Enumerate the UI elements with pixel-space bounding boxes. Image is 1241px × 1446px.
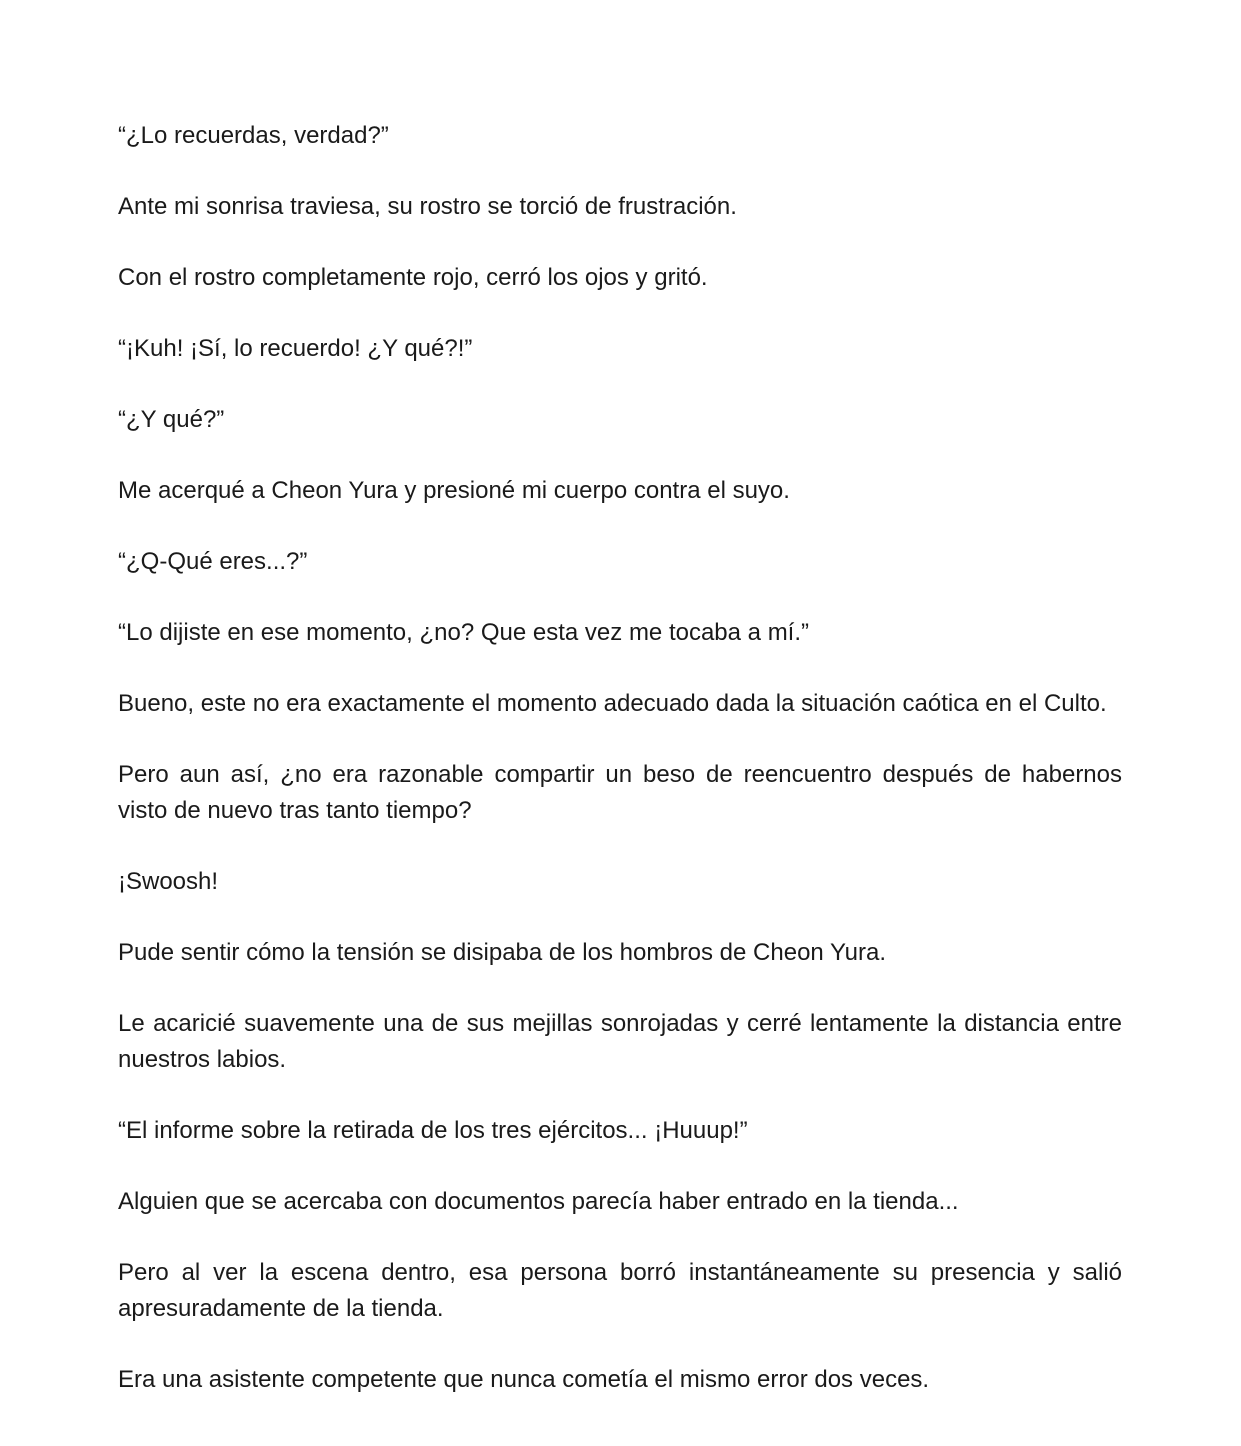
document-body bbox=[118, 118, 1122, 1398]
paragraph-1: “¿Lo recuerdas, verdad?” bbox=[118, 122, 389, 149]
paragraph-16: Pero al ver la escena dentro, esa persona borró instantáneamente su presencia y salió apresuradamente de la tienda. bbox=[118, 1259, 1122, 1322]
paragraph-12: Pude sentir cómo la tensión se disipaba de los hombros de Cheon Yura. bbox=[118, 939, 887, 966]
paragraph-9: Bueno, este no era exactamente el momento adecuado dada la situación caótica en el Culto. bbox=[118, 690, 1107, 717]
paragraph-17: Era una asistente competente que nunca cometía el mismo error dos veces. bbox=[118, 1366, 930, 1393]
paragraph-8: “Lo dijiste en ese momento, ¿no? Que esta vez me tocaba a mí.” bbox=[118, 619, 810, 646]
paragraph-14: “El informe sobre la retirada de los tres ejércitos... ¡Huuup!” bbox=[118, 1117, 748, 1144]
paragraph-15: Alguien que se acercaba con documentos parecía haber entrado en la tienda... bbox=[118, 1188, 959, 1215]
paragraph-7: “¿Q-Qué eres...?” bbox=[118, 548, 308, 575]
paragraph-3: Con el rostro completamente rojo, cerró los ojos y gritó. bbox=[118, 264, 708, 291]
paragraph-13: Le acaricié suavemente una de sus mejillas sonrojadas y cerré lentamente la distancia entre nuestros labios. bbox=[118, 1010, 1122, 1073]
paragraph-5: “¿Y qué?” bbox=[118, 406, 225, 433]
paragraph-10: Pero aun así, ¿no era razonable compartir un beso de reencuentro después de habernos visto de nuevo tras tanto tiempo? bbox=[118, 761, 1122, 824]
paragraph-2: Ante mi sonrisa traviesa, su rostro se torció de frustración. bbox=[118, 193, 737, 220]
paragraph-6: Me acerqué a Cheon Yura y presioné mi cuerpo contra el suyo. bbox=[118, 477, 790, 504]
paragraph-4: “¡Kuh! ¡Sí, lo recuerdo! ¿Y qué?!” bbox=[118, 335, 473, 362]
paragraph-11: ¡Swoosh! bbox=[118, 868, 219, 895]
